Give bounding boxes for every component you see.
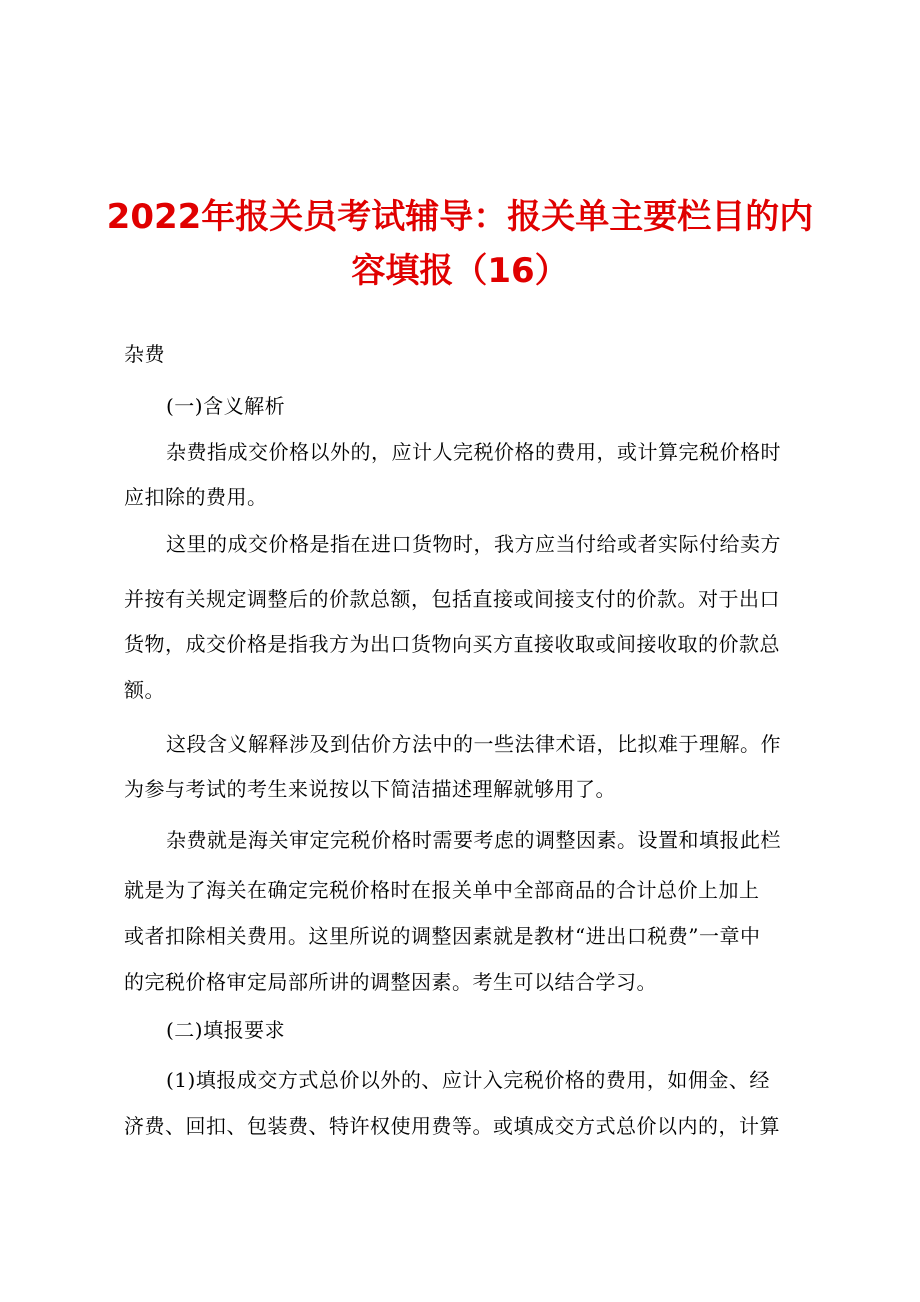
paragraph-line: 这段含义解释涉及到估价方法中的一些法律术语，比拟难于理解。作: [166, 732, 781, 756]
paragraph-line: 杂费指成交价格以外的，应计人完税价格的费用，或计算完税价格时: [166, 440, 781, 464]
paragraph-line: 这里的成交价格是指在进口货物时，我方应当付给或者实际付给卖方: [166, 532, 781, 556]
paragraph-line: 的完税价格审定局部所讲的调整因素。考生可以结合学习。: [124, 970, 657, 994]
paragraph-line: 额。: [124, 678, 165, 702]
paragraph-line: (1)填报成交方式总价以外的、应计入完税价格的费用，如佣金、经: [166, 1068, 770, 1092]
section-heading: 杂费: [124, 342, 165, 366]
paragraph-line: 杂费就是海关审定完税价格时需要考虑的调整因素。设置和填报此栏: [166, 828, 781, 852]
paragraph-line: 并按有关规定调整后的价款总额，包括直接或间接支付的价款。对于出口: [124, 587, 780, 611]
paragraph-line: 应扣除的费用。: [124, 485, 268, 509]
paragraph-line: 货物，成交价格是指我方为出口货物向买方直接收取或间接收取的价款总: [124, 632, 780, 656]
subsection-heading: (二)填报要求: [166, 1018, 286, 1042]
paragraph-line: 为参与考试的考生来说按以下简洁描述理解就够用了。: [124, 777, 616, 801]
title-line-2: 容填报（16）: [351, 251, 569, 291]
paragraph-line: 就是为了海关在确定完税价格时在报关单中全部商品的合计总价上加上: [124, 878, 760, 902]
title-line-1: 2022年报关员考试辅导：报关单主要栏目的内: [106, 197, 814, 237]
paragraph-line: 济费、回扣、包装费、特许权使用费等。或填成交方式总价以内的，计算: [124, 1114, 780, 1138]
document-title: [0, 190, 920, 298]
subsection-heading: (一)含义解析: [166, 394, 286, 418]
paragraph-line: 或者扣除相关费用。这里所说的调整因素就是教材“进出口税费”一章中: [124, 924, 761, 948]
